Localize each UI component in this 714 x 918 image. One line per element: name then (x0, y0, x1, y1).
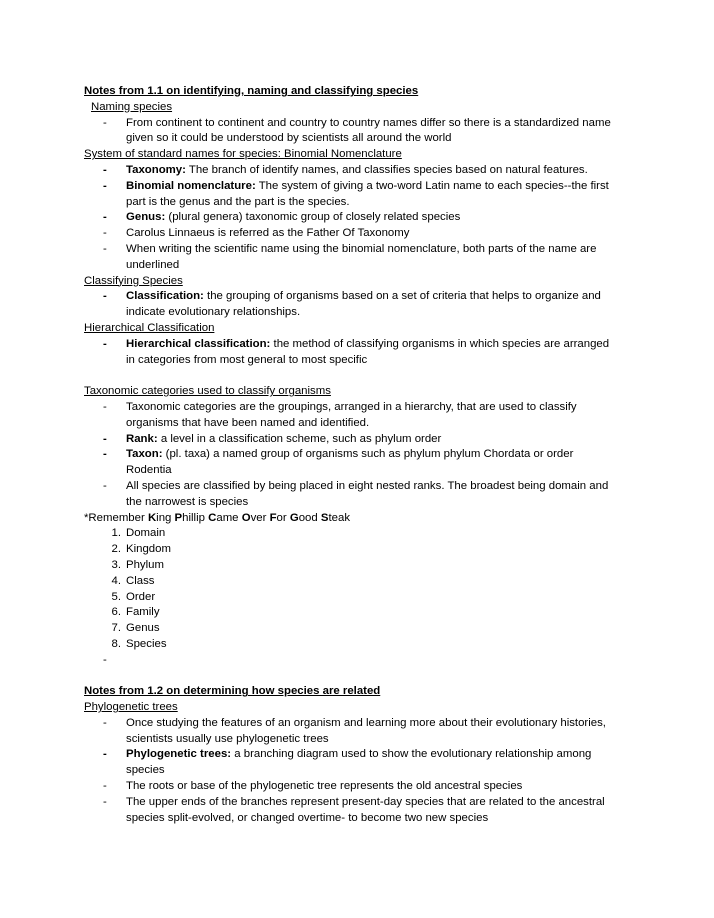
term-hierarchical-classification: Hierarchical classification: (126, 337, 271, 350)
list-item-text: From continent to continent and country to country names differ so there is a standardized name (126, 116, 611, 129)
mnemonic-prefix: *Remember (84, 511, 148, 524)
list-item-continuation: scientists usually use phylogenetic trees (126, 732, 329, 745)
bullet-dash: - (103, 780, 107, 793)
list-number: 1. (111, 527, 121, 540)
mnemonic-initial: K (147, 511, 157, 524)
definition-text: (plural genera) taxonomic group of closely related species (165, 211, 461, 224)
list-number: 4. (111, 574, 121, 587)
list-item (0, 289, 714, 305)
section-title-1-1: Notes from 1.1 on identifying, naming and classifying species (84, 85, 419, 97)
list-number: 6. (111, 606, 121, 619)
term-classification: Classification: (126, 290, 204, 303)
heading-binomial-nomenclature: System of standard names for species: Binomial Nomenclature (84, 148, 402, 161)
definition-text: the method of classifying organisms in which species are arranged (270, 337, 610, 350)
bullet-dash: - (103, 748, 107, 761)
mnemonic-initial: S (320, 511, 329, 524)
list-item-text: Order (126, 590, 156, 603)
bullet-dash: - (103, 163, 107, 176)
heading-phylogenetic-trees: Phylogenetic trees (84, 701, 178, 714)
list-item (0, 163, 714, 179)
mnemonic-rest: or (276, 511, 290, 524)
definition-text: The branch of identify names, and classifies species based on natural features. (185, 163, 588, 176)
numbered-item-phylum (0, 558, 714, 574)
term-taxonomy: Taxonomy: (126, 163, 186, 176)
list-item (0, 747, 714, 763)
heading-classifying-species: Classifying Species (84, 274, 183, 287)
mnemonic-initial: C (208, 511, 217, 524)
bullet-dash: - (103, 116, 107, 129)
list-item-text: Class (126, 574, 155, 587)
list-item-continuation: Rodentia (126, 464, 172, 477)
term-binomial-nomenclature: Binomial nomenclature: (126, 179, 256, 192)
list-item-text: Kingdom (126, 543, 171, 556)
bullet-dash: - (103, 290, 107, 303)
definition-text: The system of giving a two-word Latin name to each species--the first (255, 179, 609, 192)
list-item-continuation: species (126, 764, 165, 777)
bullet-dash: - (103, 653, 107, 666)
definition-text: (pl. taxa) a named group of organisms such as phylum phylum Chordata or order (162, 448, 574, 461)
bullet-dash: - (103, 432, 107, 445)
list-item (0, 779, 714, 795)
list-item-continuation: in categories from most general to most specific (126, 353, 368, 366)
term-phylogenetic-trees: Phylogenetic trees: (126, 748, 232, 761)
list-number: 7. (111, 622, 121, 635)
list-item (0, 210, 714, 226)
mnemonic-initial: G (289, 511, 299, 524)
mnemonic-initial: O (241, 511, 251, 524)
list-item-text: Phylum (126, 558, 164, 571)
bullet-dash: - (103, 795, 107, 808)
list-item-continuation: indicate evolutionary relationships. (126, 306, 301, 319)
bullet-dash: - (103, 337, 107, 350)
bullet-dash: - (103, 448, 107, 461)
heading-taxonomic-categories: Taxonomic categories used to classify organisms (84, 385, 331, 398)
list-item-text: All species are classified by being placed in eight nested ranks. The broadest being domain and (126, 479, 609, 492)
list-item-continuation: part is the genus and the part is the species. (126, 195, 350, 208)
list-item-text: Once studying the features of an organism and learning more about their evolutionary histories, (126, 716, 606, 729)
list-item-text: The upper ends of the branches represent present-day species that are related to the ancestral (126, 795, 605, 808)
numbered-item-species (0, 637, 714, 653)
section-title-1-2: Notes from 1.2 on determining how species are related (84, 685, 381, 698)
list-item-text: Family (126, 606, 160, 619)
list-item-continuation: species split-evolved, or changed overtime- to become two new species (126, 811, 489, 824)
definition-text: the grouping of organisms based on a set of criteria that helps to organize and (203, 290, 601, 303)
mnemonic-rest: ver (250, 511, 270, 524)
list-item (0, 479, 714, 495)
bullet-dash: - (103, 227, 107, 240)
term-genus: Genus: (126, 211, 166, 224)
list-item-text: Genus (126, 622, 160, 635)
list-number: 3. (111, 558, 121, 571)
list-item (0, 179, 714, 195)
list-item (0, 716, 714, 732)
bullet-dash: - (103, 479, 107, 492)
heading-naming-species: Naming species (91, 100, 173, 113)
mnemonic-rest: teak (328, 511, 351, 524)
mnemonic-rest: hillip (182, 511, 209, 524)
blank-line (0, 668, 714, 684)
list-item-empty (0, 653, 714, 669)
list-item (0, 242, 714, 258)
list-item-continuation: underlined (126, 258, 180, 271)
list-number: 5. (111, 590, 121, 603)
list-item-text: Species (126, 637, 167, 650)
mnemonic-rest: ing (156, 511, 175, 524)
list-item (0, 116, 714, 132)
list-item-text: Taxonomic categories are the groupings, arranged in a hierarchy, that are used to classify (126, 400, 577, 413)
mnemonic-initial: F (269, 511, 277, 524)
term-taxon: Taxon: (126, 448, 163, 461)
bullet-dash: - (103, 179, 107, 192)
numbered-item-genus (0, 621, 714, 637)
definition-text: a level in a classification scheme, such as phylum order (157, 432, 442, 445)
list-item-continuation: given so it could be understood by scientists all around the world (126, 132, 452, 145)
numbered-item-class (0, 574, 714, 590)
list-number: 2. (111, 543, 121, 556)
numbered-item-kingdom (0, 542, 714, 558)
list-item (0, 337, 714, 353)
list-item (0, 447, 714, 463)
bullet-dash: - (103, 242, 107, 255)
list-item-continuation: organisms that have been named and identified. (126, 416, 370, 429)
blank-line (0, 368, 714, 384)
term-rank: Rank: (126, 432, 158, 445)
list-item-text: The roots or base of the phylogenetic tree represents the old ancestral species (126, 780, 523, 793)
list-item (0, 432, 714, 448)
numbered-item-order (0, 590, 714, 606)
list-item (0, 795, 714, 811)
bullet-dash: - (103, 400, 107, 413)
mnemonic-line (0, 511, 714, 527)
numbered-item-family (0, 605, 714, 621)
mnemonic-rest: ood (298, 511, 321, 524)
heading-hierarchical-classification: Hierarchical Classification (84, 321, 215, 334)
list-item (0, 400, 714, 416)
list-item (0, 226, 714, 242)
definition-text: a branching diagram used to show the evolutionary relationship among (231, 748, 592, 761)
numbered-item-domain (0, 526, 714, 542)
list-item-text: Domain (126, 527, 166, 540)
list-item-text: Carolus Linnaeus is referred as the Father Of Taxonomy (126, 227, 410, 240)
list-number: 8. (111, 637, 121, 650)
mnemonic-initial: P (174, 511, 183, 524)
list-item-text: When writing the scientific name using the binomial nomenclature, both parts of the name are (126, 242, 597, 255)
bullet-dash: - (103, 716, 107, 729)
mnemonic-rest: ame (216, 511, 242, 524)
list-item-continuation: the narrowest is species (126, 495, 249, 508)
bullet-dash: - (103, 211, 107, 224)
